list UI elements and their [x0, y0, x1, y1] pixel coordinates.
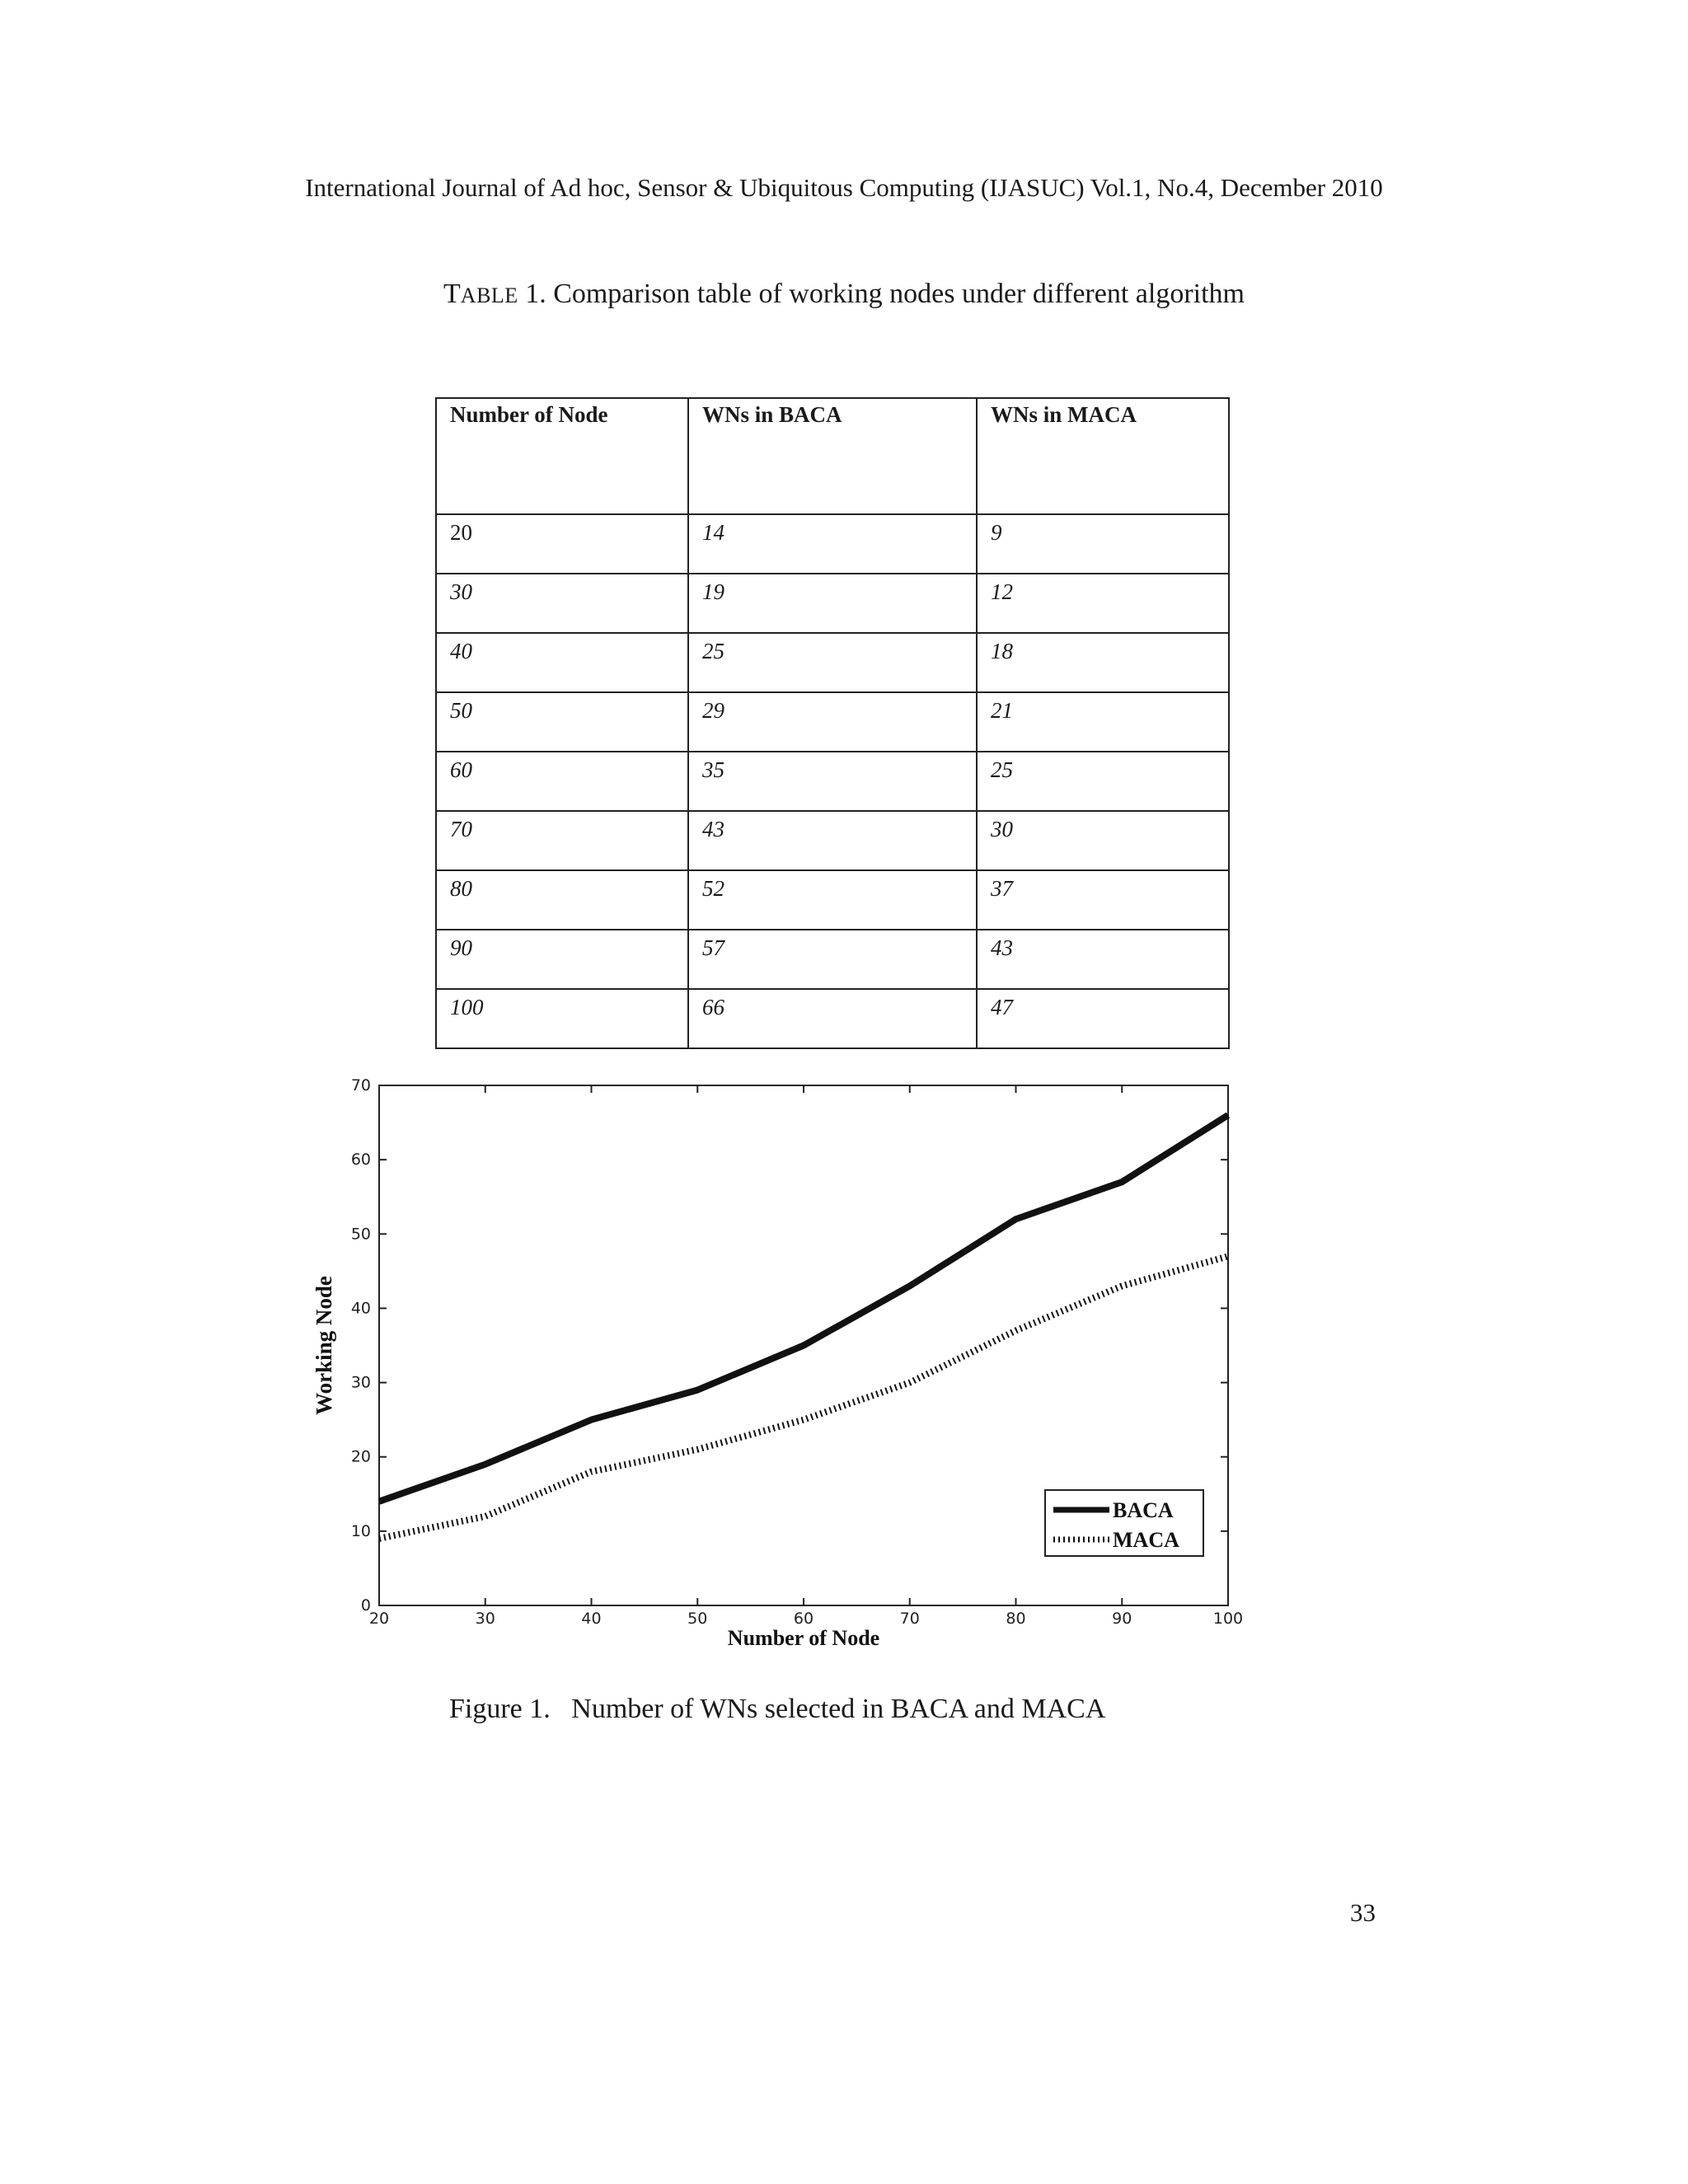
table-row — [436, 514, 1229, 574]
cell-baca: 29 — [688, 692, 977, 752]
table-row — [436, 692, 1229, 752]
comparison-table — [435, 397, 1230, 1049]
working-node-line-chart — [297, 1071, 1269, 1665]
x-tick-label: 30 — [475, 1610, 495, 1628]
table-row — [436, 989, 1229, 1048]
x-tick-label: 70 — [899, 1610, 920, 1628]
x-tick-label: 100 — [1212, 1610, 1244, 1628]
y-tick-label: 20 — [350, 1447, 371, 1466]
cell-number-of-node: 90 — [436, 930, 688, 989]
header-wns-in-maca: WNs in MACA — [977, 398, 1229, 514]
cell-number-of-node: 40 — [436, 633, 688, 692]
table-row — [436, 574, 1229, 633]
table-caption-initial: T — [443, 279, 461, 309]
cell-baca: 19 — [688, 574, 977, 633]
cell-number-of-node: 100 — [436, 989, 688, 1048]
cell-maca: 25 — [977, 752, 1229, 811]
cell-maca: 18 — [977, 633, 1229, 692]
header-number-of-node: Number of Node — [436, 398, 688, 514]
y-tick-label: 10 — [350, 1521, 371, 1540]
table-row — [436, 870, 1229, 930]
y-tick-label: 30 — [350, 1373, 371, 1392]
table-caption-smallcaps: ABLE — [460, 284, 518, 307]
cell-baca: 52 — [688, 870, 977, 930]
x-tick-label: 60 — [793, 1610, 814, 1628]
cell-baca: 25 — [688, 633, 977, 692]
table-row — [436, 811, 1229, 870]
cell-maca: 30 — [977, 811, 1229, 870]
x-tick-label: 80 — [1006, 1610, 1026, 1628]
cell-number-of-node: 60 — [436, 752, 688, 811]
x-tick-label: 20 — [368, 1610, 390, 1628]
series-line-baca — [379, 1115, 1228, 1502]
figure-caption: Figure 1. Number of WNs selected in BACA and MACA — [449, 1694, 1106, 1724]
cell-baca: 43 — [688, 811, 977, 870]
y-axis-label: Working Node — [312, 1276, 336, 1415]
x-tick-label: 90 — [1112, 1610, 1132, 1628]
cell-maca: 37 — [977, 870, 1229, 930]
legend-label-maca: MACA — [1113, 1528, 1179, 1552]
y-tick-label: 60 — [350, 1151, 371, 1169]
cell-maca: 12 — [977, 574, 1229, 633]
cell-maca: 43 — [977, 930, 1229, 989]
cell-maca: 47 — [977, 989, 1229, 1048]
cell-number-of-node: 50 — [436, 692, 688, 752]
page-number: 33 — [1350, 1898, 1376, 1927]
table-row — [436, 633, 1229, 692]
cell-maca: 9 — [977, 514, 1229, 574]
y-tick-label: 50 — [350, 1225, 371, 1244]
cell-baca: 14 — [688, 514, 977, 574]
cell-number-of-node: 70 — [436, 811, 688, 870]
x-tick-label: 50 — [687, 1610, 708, 1628]
cell-maca: 21 — [977, 692, 1229, 752]
y-tick-label: 70 — [350, 1076, 371, 1094]
table-row — [436, 752, 1229, 811]
table-caption — [0, 279, 1688, 310]
table-caption-text: 1. Comparison table of working nodes under different algorithm — [518, 279, 1245, 309]
table-header-row — [436, 398, 1229, 514]
cell-baca: 35 — [688, 752, 977, 811]
cell-number-of-node: 20 — [436, 514, 688, 574]
y-tick-label: 40 — [350, 1299, 371, 1318]
y-tick-label: 0 — [360, 1596, 371, 1615]
header-wns-in-baca: WNs in BACA — [688, 398, 977, 514]
table-row — [436, 930, 1229, 989]
legend-label-baca: BACA — [1113, 1498, 1174, 1522]
x-tick-label: 40 — [581, 1610, 602, 1628]
cell-baca: 57 — [688, 930, 977, 989]
cell-baca: 66 — [688, 989, 977, 1048]
cell-number-of-node: 30 — [436, 574, 688, 633]
cell-number-of-node: 80 — [436, 870, 688, 930]
running-header: International Journal of Ad hoc, Sensor & Ubiquitous Computing (IJASUC) Vol.1, No.4, December 2010 — [305, 173, 1383, 202]
x-axis-label: Number of Node — [727, 1626, 880, 1650]
